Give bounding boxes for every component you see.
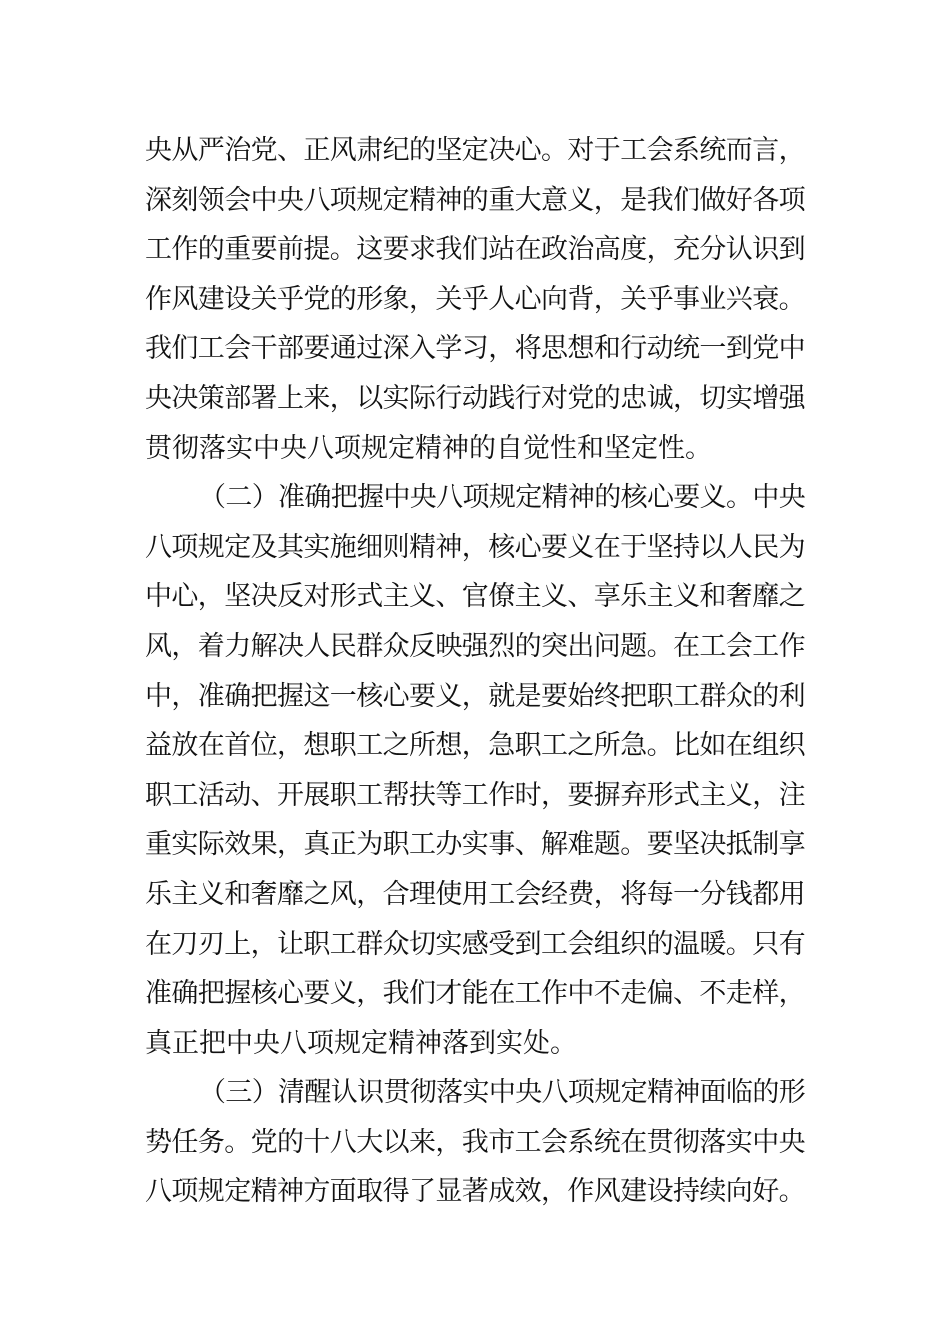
text-line: 真正把中央八项规定精神落到实处。 <box>145 1027 577 1059</box>
text-line: 央从严治党、正风肃纪的坚定决心。对于工会系统而言， <box>145 135 805 166</box>
text-line: 我们工会干部要通过深入学习，将思想和行动统一到党中 <box>145 333 805 365</box>
text-line: 中，准确把握这一核心要义，就是要始终把职工群众的利 <box>145 680 805 712</box>
text-line: 在刀刃上，让职工群众切实感受到工会组织的温暖。只有 <box>145 928 805 960</box>
text-line: 作风建设关乎党的形象，关乎人心向背，关乎事业兴衰。 <box>145 283 805 315</box>
text-line: 准确把握核心要义，我们才能在工作中不走偏、不走样， <box>145 978 805 1010</box>
text-line: 八项规定精神方面取得了显著成效，作风建设持续向好。 <box>145 1176 805 1208</box>
text-line: 风，着力解决人民群众反映强烈的突出问题。在工会工作 <box>145 630 805 662</box>
text-line: 工作的重要前提。这要求我们站在政治高度，充分认识到 <box>145 234 805 266</box>
text-line: 八项规定及其实施细则精神，核心要义在于坚持以人民为 <box>145 531 805 563</box>
text-line: 益放在首位，想职工之所想，急职工之所急。比如在组织 <box>145 730 805 762</box>
section-heading-line: （二）准确把握中央八项规定精神的核心要义。中央 <box>199 482 806 514</box>
text-line: 央决策部署上来，以实际行动践行对党的忠诚，切实增强 <box>145 382 805 414</box>
body-text <box>145 126 805 1217</box>
text-line: 势任务。党的十八大以来，我市工会系统在贯彻落实中央 <box>145 1126 805 1158</box>
text-line: 重实际效果，真正为职工办实事、解难题。要坚决抵制享 <box>145 829 805 861</box>
text-line: 职工活动、开展职工帮扶等工作时，要摒弃形式主义，注 <box>145 779 805 811</box>
text-line: 乐主义和奢靡之风，合理使用工会经费，将每一分钱都用 <box>145 878 805 910</box>
text-line: 贯彻落实中央八项规定精神的自觉性和坚定性。 <box>145 432 712 464</box>
section-heading-line: （三）清醒认识贯彻落实中央八项规定精神面临的形 <box>199 1077 806 1109</box>
text-line: 中心，坚决反对形式主义、官僚主义、享乐主义和奢靡之 <box>145 581 805 613</box>
text-line: 深刻领会中央八项规定精神的重大意义，是我们做好各项 <box>145 184 805 216</box>
